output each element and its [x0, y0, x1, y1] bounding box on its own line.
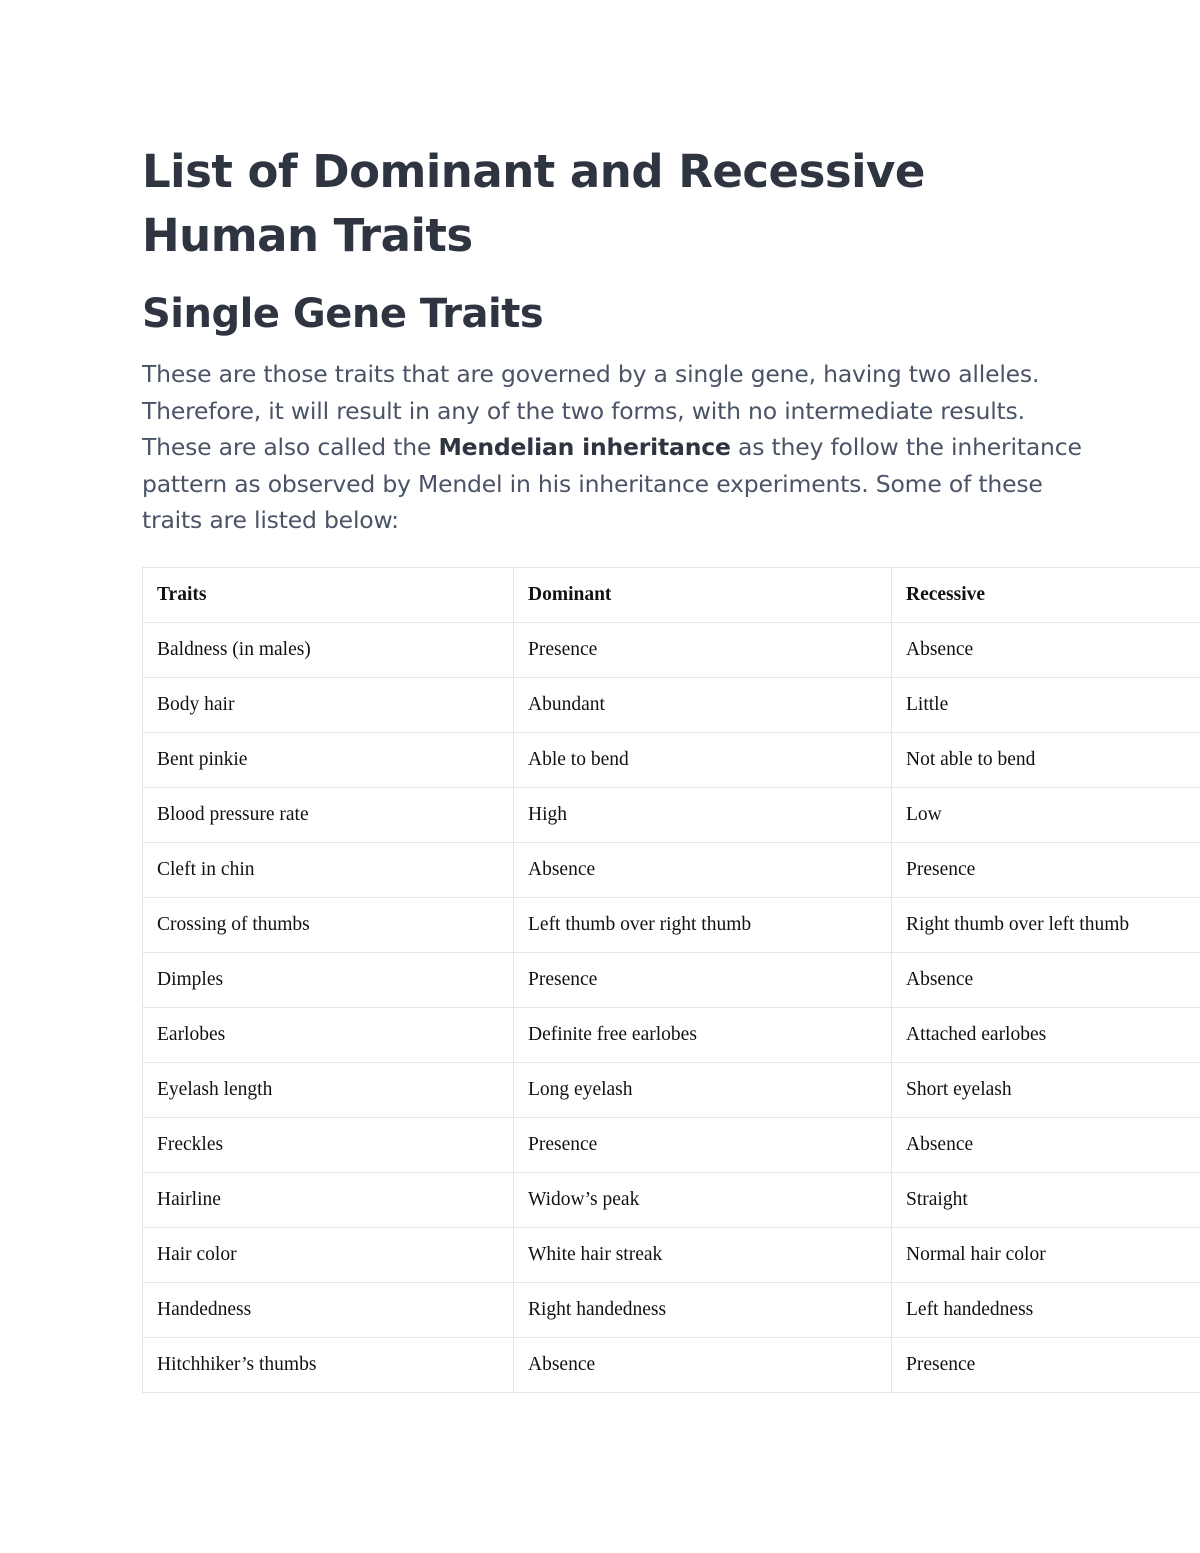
table-row — [143, 1173, 1200, 1228]
recessive-cell: Absence — [892, 1118, 1200, 1173]
trait-cell: Hair color — [143, 1228, 514, 1283]
trait-cell: Bent pinkie — [143, 733, 514, 788]
recessive-cell: Not able to bend — [892, 733, 1200, 788]
traits-table — [142, 567, 1200, 1393]
dominant-cell: Abundant — [514, 678, 892, 733]
trait-cell: Freckles — [143, 1118, 514, 1173]
table-row — [143, 1283, 1200, 1338]
dominant-cell: Left thumb over right thumb — [514, 898, 892, 953]
table-row — [143, 1338, 1200, 1393]
table-row — [143, 623, 1200, 678]
recessive-cell: Straight — [892, 1173, 1200, 1228]
section-heading: Single Gene Traits — [142, 291, 544, 337]
recessive-cell: Low — [892, 788, 1200, 843]
dominant-cell: White hair streak — [514, 1228, 892, 1283]
dominant-cell: Absence — [514, 843, 892, 898]
page-title: List of Dominant and Recessive Human Traits — [142, 145, 925, 262]
table-row — [143, 1118, 1200, 1173]
dominant-cell: High — [514, 788, 892, 843]
table-row — [143, 733, 1200, 788]
recessive-cell: Normal hair color — [892, 1228, 1200, 1283]
trait-cell: Hairline — [143, 1173, 514, 1228]
dominant-cell: Presence — [514, 1118, 892, 1173]
dominant-cell: Able to bend — [514, 733, 892, 788]
table-row — [143, 953, 1200, 1008]
recessive-cell: Short eyelash — [892, 1063, 1200, 1118]
dominant-cell: Presence — [514, 953, 892, 1008]
table-header-row — [143, 568, 1200, 623]
trait-cell: Body hair — [143, 678, 514, 733]
dominant-cell: Right handedness — [514, 1283, 892, 1338]
trait-cell: Crossing of thumbs — [143, 898, 514, 953]
header-recessive: Recessive — [892, 568, 1200, 623]
dominant-cell: Long eyelash — [514, 1063, 892, 1118]
recessive-cell: Attached earlobes — [892, 1008, 1200, 1063]
recessive-cell: Presence — [892, 843, 1200, 898]
recessive-cell: Presence — [892, 1338, 1200, 1393]
intro-bold-term: Mendelian inheritance — [438, 433, 731, 461]
trait-cell: Hitchhiker’s thumbs — [143, 1338, 514, 1393]
table-row — [143, 1063, 1200, 1118]
table-row — [143, 843, 1200, 898]
recessive-cell: Absence — [892, 623, 1200, 678]
trait-cell: Baldness (in males) — [143, 623, 514, 678]
document-page — [142, 140, 1200, 1375]
dominant-cell: Absence — [514, 1338, 892, 1393]
trait-cell: Dimples — [143, 953, 514, 1008]
table-row — [143, 1008, 1200, 1063]
trait-cell: Blood pressure rate — [143, 788, 514, 843]
trait-cell: Cleft in chin — [143, 843, 514, 898]
trait-cell: Eyelash length — [143, 1063, 514, 1118]
table-row — [143, 898, 1200, 953]
intro-paragraph — [142, 356, 1082, 539]
table-row — [143, 788, 1200, 843]
dominant-cell: Widow’s peak — [514, 1173, 892, 1228]
intro-text-part1: These are those traits that are governed by a single gene, having two alleles. Therefore, it will result in any of the two forms, with no intermediate results. These are also called the — [142, 360, 1040, 461]
dominant-cell: Presence — [514, 623, 892, 678]
recessive-cell: Right thumb over left thumb — [892, 898, 1200, 953]
intro-text-part2: as they follow the inheritance pattern as observed by Mendel in his inheritance experiments. Some of these traits are listed below: — [142, 433, 1082, 534]
trait-cell: Handedness — [143, 1283, 514, 1338]
recessive-cell: Absence — [892, 953, 1200, 1008]
table-row — [143, 1228, 1200, 1283]
header-traits: Traits — [143, 568, 514, 623]
recessive-cell: Left handedness — [892, 1283, 1200, 1338]
recessive-cell: Little — [892, 678, 1200, 733]
dominant-cell: Definite free earlobes — [514, 1008, 892, 1063]
trait-cell: Earlobes — [143, 1008, 514, 1063]
header-dominant: Dominant — [514, 568, 892, 623]
table-row — [143, 678, 1200, 733]
